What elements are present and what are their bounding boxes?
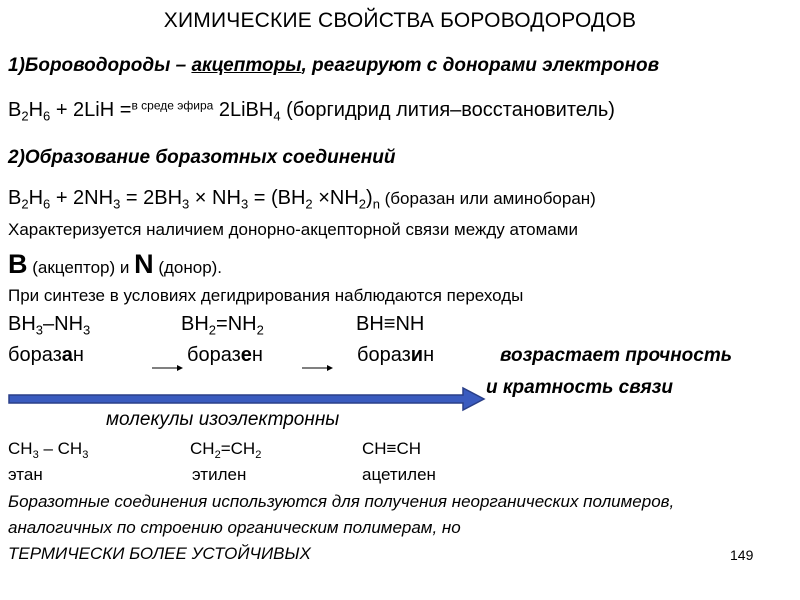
name-part: н [423,344,435,366]
small-arrow-icon [300,364,336,372]
name-part: бораз [187,344,241,366]
eq2-part: = 2BH [120,187,183,209]
name-ethane: этан [8,465,43,484]
donor-acceptor-line [8,251,222,278]
eq2-sub: 6 [43,196,51,212]
name-highlight: и [410,344,424,366]
formula-ethane [8,439,89,461]
eq2-part: ×NH [312,187,359,209]
formula-sub: 2 [214,448,221,461]
formula-part: CH [190,439,215,458]
formula-part: CH [8,439,33,458]
conclusion-line-1: Боразотные соединения используются для получения неорганических полимеров, [8,492,675,511]
acceptor-label: (акцептор) и [27,258,135,277]
eq1-comment: (боргидрид лития–восстановитель) [280,99,615,121]
formula-sub: 3 [32,448,39,461]
donor-label: (донор). [153,258,223,277]
name-acetylene: ацетилен [362,465,436,484]
formula-borazane [8,313,91,338]
eq1-sub: 2 [21,108,29,124]
eq2-part: = (BH [248,187,306,209]
formula-ethylene [190,439,262,461]
formula-part: –NH [43,313,84,335]
eq1-b: B [8,99,22,121]
eq2-sub: 2 [358,196,367,212]
eq1-libh: 2LiBH [213,99,274,121]
synthesis-line: При синтезе в условиях дегидрирования наблюдаются переходы [8,286,524,305]
conclusion-line-2: аналогичных по строению органическим полимерам, но [8,518,461,537]
eq2-part: + 2NH [50,187,114,209]
eq1-sub: 6 [43,108,51,124]
eq2-sub: 3 [182,196,190,212]
eq2-part: × NH [189,187,241,209]
trend-line-2: и кратность связи [486,377,673,398]
name-part: н [72,344,84,366]
heading-1-part-c: , реагируют с донорами электронов [301,55,660,76]
formula-part: – CH [38,439,83,458]
trend-line-1: возрастает прочность [500,345,733,366]
formula-sub: 2 [208,322,217,338]
eq2-part: B [8,187,22,209]
slide-title: ХИМИЧЕСКИЕ СВОЙСТВА БОРОВОДОРОДОВ [163,9,637,32]
formula-sub: 3 [82,448,89,461]
heading-1-underlined: акцепторы [191,55,302,76]
formula-sub: 2 [256,322,264,338]
isoelectronic-label: молекулы изоэлектронны [106,409,340,430]
eq2-part: ) [366,187,373,209]
section-heading-2: 2)Образование боразотных соединений [8,147,396,168]
boron-symbol: B [8,249,28,279]
page-number: 149 [730,547,754,563]
formula-part: BH [181,313,209,335]
section-heading-1 [8,56,659,75]
formula-sub: 3 [35,322,44,338]
name-borazene [187,345,263,365]
formula-borazine: BH≡NH [356,313,425,335]
name-borazane [8,345,84,365]
name-part: бораз [357,344,411,366]
eq1-h: H [28,99,44,121]
name-borazine [357,345,434,365]
heading-1-part-a: 1)Бороводороды – [8,55,192,76]
name-highlight: е [240,344,252,366]
eq2-sub: 2 [305,196,313,212]
name-highlight: а [61,344,73,366]
name-part: бораз [8,344,62,366]
eq2-part: H [28,187,44,209]
eq2-sub: n [372,196,380,212]
eq1-sub: 4 [273,108,281,124]
conclusion-line-3: ТЕРМИЧЕСКИ БОЛЕЕ УСТОЙЧИВЫХ [8,544,311,563]
equation-2 [8,187,596,212]
formula-part: BH [8,313,36,335]
arrow-shape [9,388,484,410]
eq1-lih: + 2LiH = [50,99,132,121]
eq2-sub: 3 [113,196,121,212]
formula-sub: 3 [83,322,91,338]
equation-1 [8,98,615,124]
formula-sub: 2 [255,448,262,461]
nitrogen-symbol: N [134,249,154,279]
name-part: н [251,344,263,366]
eq2-sub: 2 [21,196,29,212]
name-ethylene: этилен [192,465,247,484]
characterization-line: Характеризуется наличием донорно-акцепторной связи между атомами [8,220,578,239]
eq1-condition: в среде эфира [131,98,214,113]
formula-part: =NH [216,313,257,335]
eq2-sub: 3 [240,196,249,212]
small-arrow-icon [150,364,186,372]
formula-borazene [181,313,264,338]
formula-acetylene: CH≡CH [362,439,422,458]
eq2-comment: (боразан или аминоборан) [379,189,596,208]
formula-part: =CH [220,439,256,458]
